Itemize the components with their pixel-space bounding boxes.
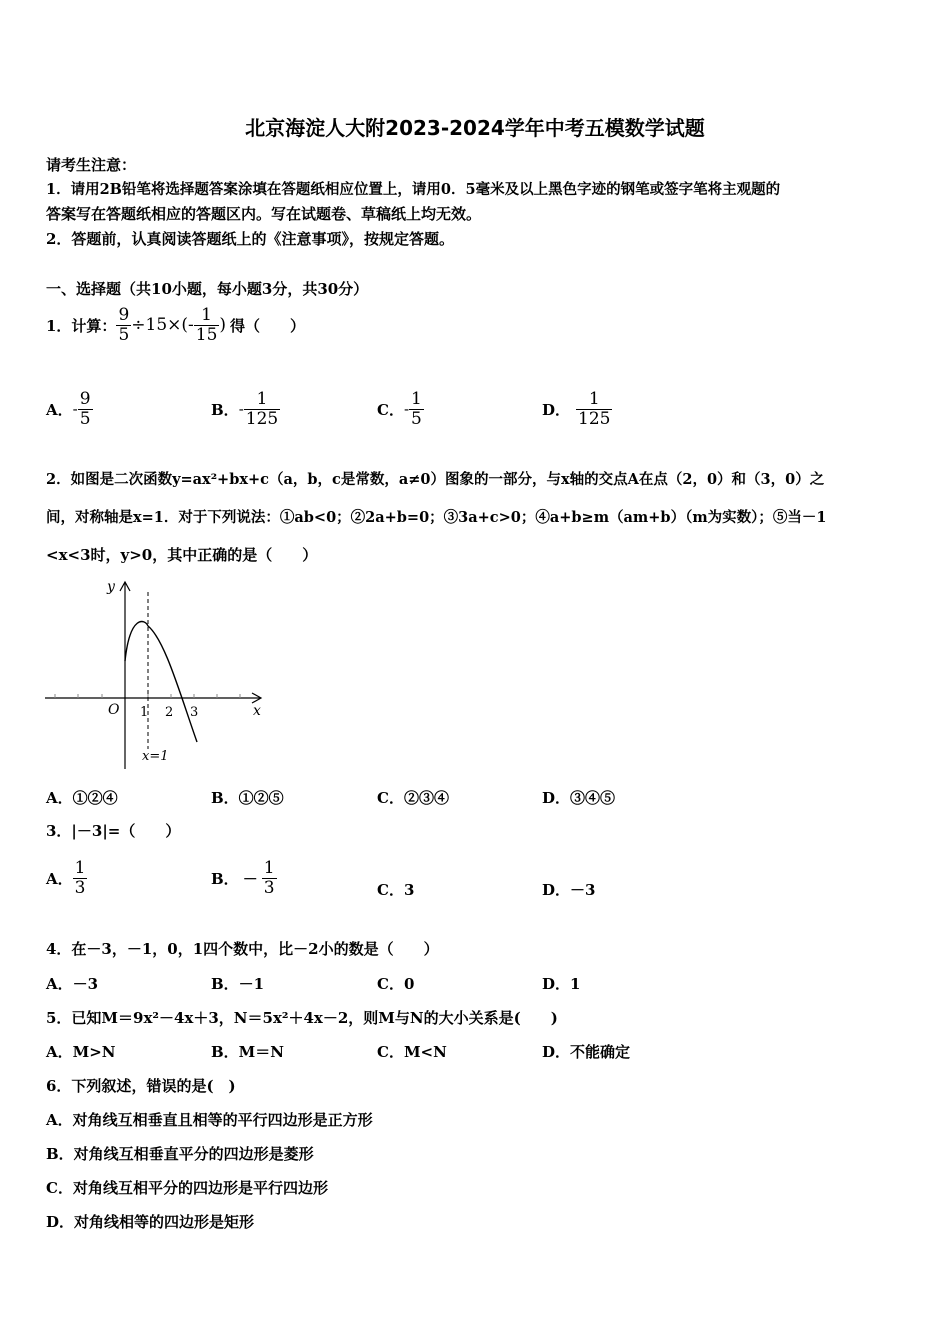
q4-option-c[interactable]: C．0 xyxy=(377,975,415,993)
option-label: A． xyxy=(46,869,73,888)
option-fraction xyxy=(78,390,93,428)
fraction-denominator: 3 xyxy=(263,877,275,898)
page-title: 北京海淀人大附2023-2024学年中考五模数学试题 xyxy=(245,116,705,140)
q1-prefix: 1．计算： xyxy=(46,316,117,335)
parabola-graph xyxy=(40,574,270,774)
q2-option-b[interactable]: B．①②⑤ xyxy=(211,789,284,807)
q3-option-a[interactable] xyxy=(46,855,87,901)
fraction-numerator: 1 xyxy=(256,388,268,409)
q2-option-c[interactable]: C．②③④ xyxy=(377,789,449,807)
fraction-numerator: 9 xyxy=(118,304,130,325)
option-fraction xyxy=(73,859,88,897)
q1-expr-mid: ÷15×(- xyxy=(131,315,194,335)
option-fraction xyxy=(409,390,424,428)
x-axis-label: x xyxy=(253,703,261,719)
q1-option-c[interactable] xyxy=(377,386,424,432)
fraction-denominator: 125 xyxy=(245,408,279,429)
q3-option-d[interactable]: D．－3 xyxy=(542,881,596,899)
option-fraction xyxy=(262,859,277,897)
fraction-numerator: 1 xyxy=(588,388,600,409)
option-label: B． xyxy=(211,400,239,419)
option-label: B． xyxy=(211,869,239,888)
notice-line1: 1．请用2B铅笔将选择题答案涂填在答题纸相应位置上，请用0．5毫米及以上黑色字迹的钢笔或签字笔将主观题的 xyxy=(46,181,781,198)
q5-option-c[interactable]: C．M<N xyxy=(377,1043,447,1061)
q6-option-b[interactable]: B．对角线互相垂直平分的四边形是菱形 xyxy=(46,1145,314,1163)
option-sign: － xyxy=(242,869,258,888)
option-fraction xyxy=(244,390,280,428)
q6-option-d[interactable]: D．对角线相等的四边形是矩形 xyxy=(46,1213,255,1231)
option-label: C． xyxy=(377,400,404,419)
q3-stem: 3．|－3|=（ ） xyxy=(46,822,181,840)
symmetry-axis-label: x=1 xyxy=(142,749,169,764)
question-1-stem xyxy=(46,302,305,348)
fraction-denominator: 3 xyxy=(74,877,86,898)
q3-option-b[interactable] xyxy=(211,855,277,901)
q1-fraction-1 xyxy=(116,306,131,344)
q4-option-b[interactable]: B．－1 xyxy=(211,975,265,993)
q1-suffix: 得（ ） xyxy=(230,316,306,335)
q2-option-d[interactable]: D．③④⑤ xyxy=(542,789,616,807)
origin-label: O xyxy=(108,702,120,718)
option-label: A． xyxy=(46,400,73,419)
fraction-numerator: 9 xyxy=(79,388,91,409)
q2-option-a[interactable]: A．①②④ xyxy=(46,789,118,807)
notice-heading: 请考生注意： xyxy=(46,156,137,174)
q1-option-d[interactable] xyxy=(542,386,612,432)
section-heading: 一、选择题（共10小题，每小题3分，共30分） xyxy=(46,280,369,298)
q4-stem: 4．在－3，－1，0，1四个数中，比－2小的数是（ ） xyxy=(46,940,439,958)
q4-option-d[interactable]: D．1 xyxy=(542,975,581,993)
q5-option-d[interactable]: D．不能确定 xyxy=(542,1043,631,1061)
parabola-curve xyxy=(125,622,197,742)
notice-line1b: 答案写在答题纸相应的答题区内。写在试题卷、草稿纸上均无效。 xyxy=(46,205,482,223)
tick-label-1: 1 xyxy=(140,705,149,720)
fraction-numerator: 1 xyxy=(74,857,86,878)
q2-stem-line1: 2．如图是二次函数y=ax²+bx+c（a，b，c是常数，a≠0）图象的一部分，与x轴的交点A在点（2，0）和（3，0）之 xyxy=(46,471,825,488)
fraction-denominator: 125 xyxy=(578,408,611,429)
q3-option-c[interactable]: C．3 xyxy=(377,881,415,899)
option-label: D． xyxy=(542,400,571,419)
q5-option-b[interactable]: B．M＝N xyxy=(211,1043,284,1061)
option-sign: - xyxy=(72,400,78,418)
fraction-denominator: 5 xyxy=(79,408,91,429)
q2-stem-line3: <x<3时，y>0，其中正确的是（ ） xyxy=(46,546,318,564)
q2-stem-line2: 间，对称轴是x=1．对于下列说法：①ab<0；②2a+b=0；③3a+c>0；④a+b≥m（am+b）（m为实数）；⑤当－1 xyxy=(46,509,827,526)
q6-stem: 6．下列叙述，错误的是( ) xyxy=(46,1077,236,1095)
fraction-denominator: 15 xyxy=(195,324,218,345)
fraction-numerator: 1 xyxy=(411,388,422,409)
q4-option-a[interactable]: A．－3 xyxy=(46,975,99,993)
q5-stem: 5．已知M＝9x²－4x＋3，N＝5x²＋4x－2，则M与N的大小关系是( ) xyxy=(46,1009,558,1027)
y-axis-label: y xyxy=(107,579,115,595)
q1-fraction-2 xyxy=(194,306,220,344)
q1-expr-close: ) xyxy=(219,315,227,335)
q1-option-a[interactable] xyxy=(46,386,93,432)
tick-label-3: 3 xyxy=(190,705,199,720)
tick-label-2: 2 xyxy=(165,705,174,720)
option-sign: - xyxy=(403,400,410,418)
fraction-numerator: 1 xyxy=(263,857,275,878)
q6-option-c[interactable]: C．对角线互相平分的四边形是平行四边形 xyxy=(46,1179,328,1197)
fraction-denominator: 5 xyxy=(411,408,422,429)
notice-line2: 2．答题前，认真阅读答题纸上的《注意事项》，按规定答题。 xyxy=(46,230,454,248)
q1-option-b[interactable] xyxy=(211,386,280,432)
q6-option-a[interactable]: A．对角线互相垂直且相等的平行四边形是正方形 xyxy=(46,1111,373,1129)
option-sign: - xyxy=(238,400,244,418)
q5-option-a[interactable]: A．M>N xyxy=(46,1043,116,1061)
option-fraction xyxy=(576,390,612,428)
fraction-numerator: 1 xyxy=(201,304,212,325)
fraction-denominator: 5 xyxy=(118,324,130,345)
